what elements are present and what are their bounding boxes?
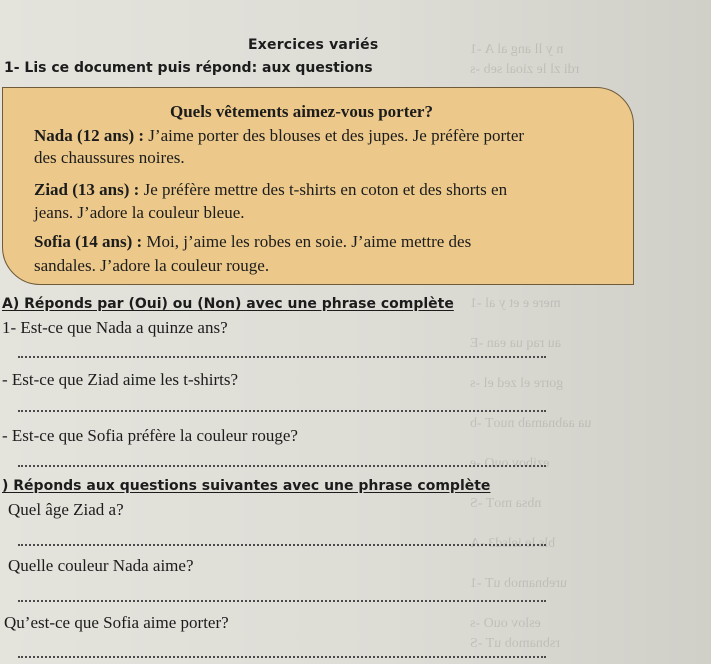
bleed-through-text: bls le ielsd3 -A [470,536,556,551]
bleed-through-text: mere e et y al -1 [470,296,561,311]
question-b3: Qu’est-ce que Sofia aime porter? [4,613,229,632]
answer-line-a2[interactable] [18,410,546,412]
question-a2: - Est-ce que Ziad aime les t-shirts? [2,370,239,389]
bleed-through-text: nbsa moT -S [470,496,542,511]
answer-line-b2[interactable] [18,600,546,602]
bleed-through-text: au raq ua ean -E [470,336,561,351]
box-title: Quels vêtements aimez-vous porter? [170,102,433,121]
section-a-title: A) Réponds par (Oui) ou (Non) avec une phrase complète [2,296,454,312]
bleed-through-text: rsbnamob uT -S [470,636,560,651]
question-b1: Quel âge Ziad a? [8,500,124,519]
paragraph-text: J’aime porter des blouses et des jupes. Je préfère porter [144,126,525,145]
bleed-through-text: gorre el zed el -s [470,376,564,391]
paragraph-line: des chaussures noires. [34,148,185,167]
bleed-through-text: ua aabnamab nuoT -b [470,416,592,431]
bleed-through-text: urebnamob uT -1 [470,576,567,591]
answer-line-b1[interactable] [18,544,546,546]
question-b2: Quelle couleur Nada aime? [8,556,194,575]
answer-line-b3[interactable] [18,656,546,658]
question-a3: - Est-ce que Sofia préfère la couleur rouge? [2,426,298,445]
bleed-through-text: eslov ouO -s [470,616,541,631]
speaker-label: Ziad (13 ans) : [34,180,140,199]
paragraph-line [34,232,471,252]
bleed-through-text: rdi zl le zioal seb -s [470,62,580,77]
paragraph-line: jeans. J’adore la couleur bleue. [34,203,245,222]
section-b-title: ) Réponds aux questions suivantes avec une phrase complète [2,478,491,494]
paragraph-line [34,126,524,146]
answer-line-a3[interactable] [18,465,546,467]
bleed-through-text: ezibov ouO -e [470,456,550,471]
paragraph-line [34,180,507,200]
paragraph-text: Moi, j’aime les robes en soie. J’aime mettre des [142,232,472,251]
paragraph-text: Je préfère mettre des t-shirts en coton et des shorts en [139,180,508,199]
paragraph-line: sandales. J’adore la couleur rouge. [34,256,270,275]
answer-line-a1[interactable] [18,356,546,358]
speaker-label: Sofia (14 ans) : [34,232,143,251]
instruction-text: 1- Lis ce document puis répond: aux questions [4,60,373,76]
exercise-heading: Exercices variés [248,37,379,53]
speaker-label: Nada (12 ans) : [34,126,145,145]
question-a1: 1- Est-ce que Nada a quinze ans? [2,318,228,337]
bleed-through-text: n y ll ang al A -1 [470,42,564,57]
